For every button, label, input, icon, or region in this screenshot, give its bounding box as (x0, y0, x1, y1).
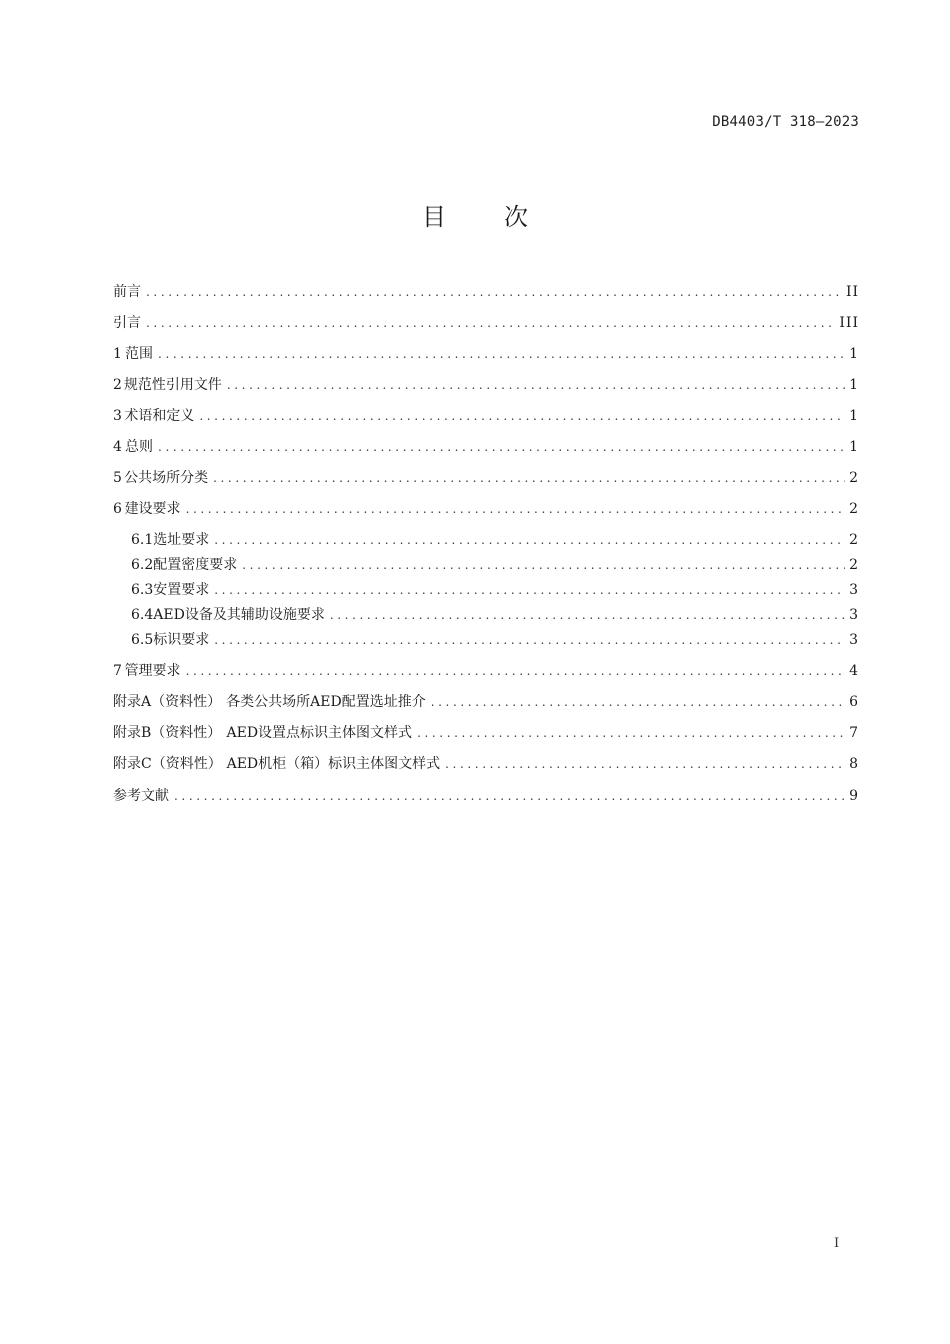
toc-entry-page: 8 (849, 756, 859, 772)
toc-leader-dots (174, 786, 845, 806)
toc-entry-number: 7 (113, 663, 122, 679)
toc-entry-3[interactable] (113, 406, 859, 426)
toc-entry-5[interactable] (113, 468, 859, 488)
toc-entry-number: 6.1 (131, 532, 154, 548)
toc-leader-dots (330, 605, 845, 625)
toc-entry-label: 标识要求 (153, 632, 210, 648)
document-code: DB4403/T 318—2023 (712, 114, 859, 130)
toc-entry-page: 3 (849, 607, 859, 623)
toc-entry-page: 2 (849, 557, 859, 573)
toc-entry-page: 3 (849, 632, 859, 648)
toc-entry-page: 3 (849, 582, 859, 598)
toc-entry-label-title: AED设置点标识主体图文样式 (226, 725, 413, 741)
toc-entry-page: 1 (849, 346, 859, 362)
toc-entry-label: 管理要求 (124, 663, 181, 679)
toc-entry-label: 建设要求 (124, 501, 181, 517)
toc-entry-number: 6.4 (131, 607, 154, 623)
toc-entry-label: 前言 (113, 284, 141, 300)
toc-entry-6-1[interactable] (131, 530, 859, 550)
toc-entry-appendix-b[interactable] (113, 723, 859, 743)
toc-entry-number: 6 (113, 501, 122, 517)
toc-leader-dots (214, 630, 845, 650)
toc-entry-label: 配置密度要求 (153, 557, 238, 573)
toc-entry-label: 附录B（资料性） (113, 725, 222, 741)
toc-entry-page: 2 (849, 501, 859, 517)
toc-entry-page: 9 (849, 788, 859, 804)
toc-leader-dots (227, 375, 845, 395)
toc-entry-page: 6 (849, 694, 859, 710)
toc-entry-page: 1 (849, 439, 859, 455)
toc-entry-6-2[interactable] (131, 555, 859, 575)
toc-entry-7[interactable] (113, 661, 859, 681)
toc-entry-6-4[interactable] (131, 605, 859, 625)
toc-leader-dots (445, 754, 845, 774)
toc-leader-dots (213, 468, 845, 488)
toc-entry-label: 选址要求 (153, 532, 210, 548)
toc-entry-introduction[interactable] (113, 313, 859, 333)
toc-entry-number: 1 (113, 346, 122, 362)
toc-leader-dots (214, 530, 845, 550)
toc-entry-label-title: AED机柜（箱）标识主体图文样式 (226, 756, 441, 772)
toc-entry-label: 术语和定义 (124, 408, 195, 424)
toc-entry-appendix-a[interactable] (113, 692, 859, 712)
toc-entry-page: II (845, 284, 859, 300)
toc-entry-label-title: 各类公共场所AED配置选址推介 (226, 694, 426, 710)
toc-entry-number: 6.3 (131, 582, 154, 598)
toc-entry-number: 5 (113, 470, 122, 486)
toc-entry-label: AED设备及其辅助设施要求 (153, 607, 325, 623)
toc-title-char-1: 目 (422, 203, 446, 231)
toc-entry-page: 2 (849, 470, 859, 486)
toc-leader-dots (417, 723, 845, 743)
toc-leader-dots (146, 282, 842, 302)
toc-entry-label: 附录A（资料性） (113, 694, 222, 710)
toc-entry-page: III (839, 315, 859, 331)
toc-entry-2[interactable] (113, 375, 859, 395)
toc-entry-references[interactable] (113, 786, 859, 806)
toc-entry-page: 4 (849, 663, 859, 679)
toc-entry-1[interactable] (113, 344, 859, 364)
toc-entry-number: 6.5 (131, 632, 154, 648)
toc-entry-label: 参考文献 (113, 788, 169, 804)
toc-entry-label: 规范性引用文件 (123, 377, 222, 393)
toc-leader-dots (158, 437, 845, 457)
toc-title (0, 200, 950, 234)
toc-title-char-2: 次 (504, 203, 528, 231)
toc-entry-label: 总则 (125, 439, 154, 455)
toc-leader-dots (199, 406, 845, 426)
toc-entry-number: 4 (113, 439, 122, 455)
toc-leader-dots (214, 580, 845, 600)
toc-entry-label: 公共场所分类 (124, 470, 209, 486)
toc-entry-6[interactable] (113, 499, 859, 519)
toc-entry-number: 2 (113, 377, 122, 393)
toc-entry-page: 1 (849, 377, 859, 393)
toc-entry-6-3[interactable] (131, 580, 859, 600)
toc-entry-number: 3 (113, 408, 122, 424)
toc-entry-appendix-c[interactable] (113, 754, 859, 774)
page-number: I (834, 1236, 840, 1251)
toc-entry-page: 7 (849, 725, 859, 741)
toc-entry-4[interactable] (113, 437, 859, 457)
toc-leader-dots (186, 499, 846, 519)
toc-entry-number: 6.2 (131, 557, 154, 573)
toc-leader-dots (431, 692, 845, 712)
toc-leader-dots (158, 344, 845, 364)
toc-entry-page: 1 (849, 408, 859, 424)
toc-leader-dots (242, 555, 845, 575)
toc-leader-dots (146, 313, 835, 333)
toc-leader-dots (186, 661, 846, 681)
toc-entry-foreword[interactable] (113, 282, 859, 302)
toc-entry-label: 安置要求 (153, 582, 210, 598)
toc-entry-label: 附录C（资料性） (113, 756, 222, 772)
toc-entry-6-5[interactable] (131, 630, 859, 650)
toc-entry-label: 引言 (113, 315, 141, 331)
toc-entry-page: 2 (849, 532, 859, 548)
toc-entry-label: 范围 (125, 346, 154, 362)
